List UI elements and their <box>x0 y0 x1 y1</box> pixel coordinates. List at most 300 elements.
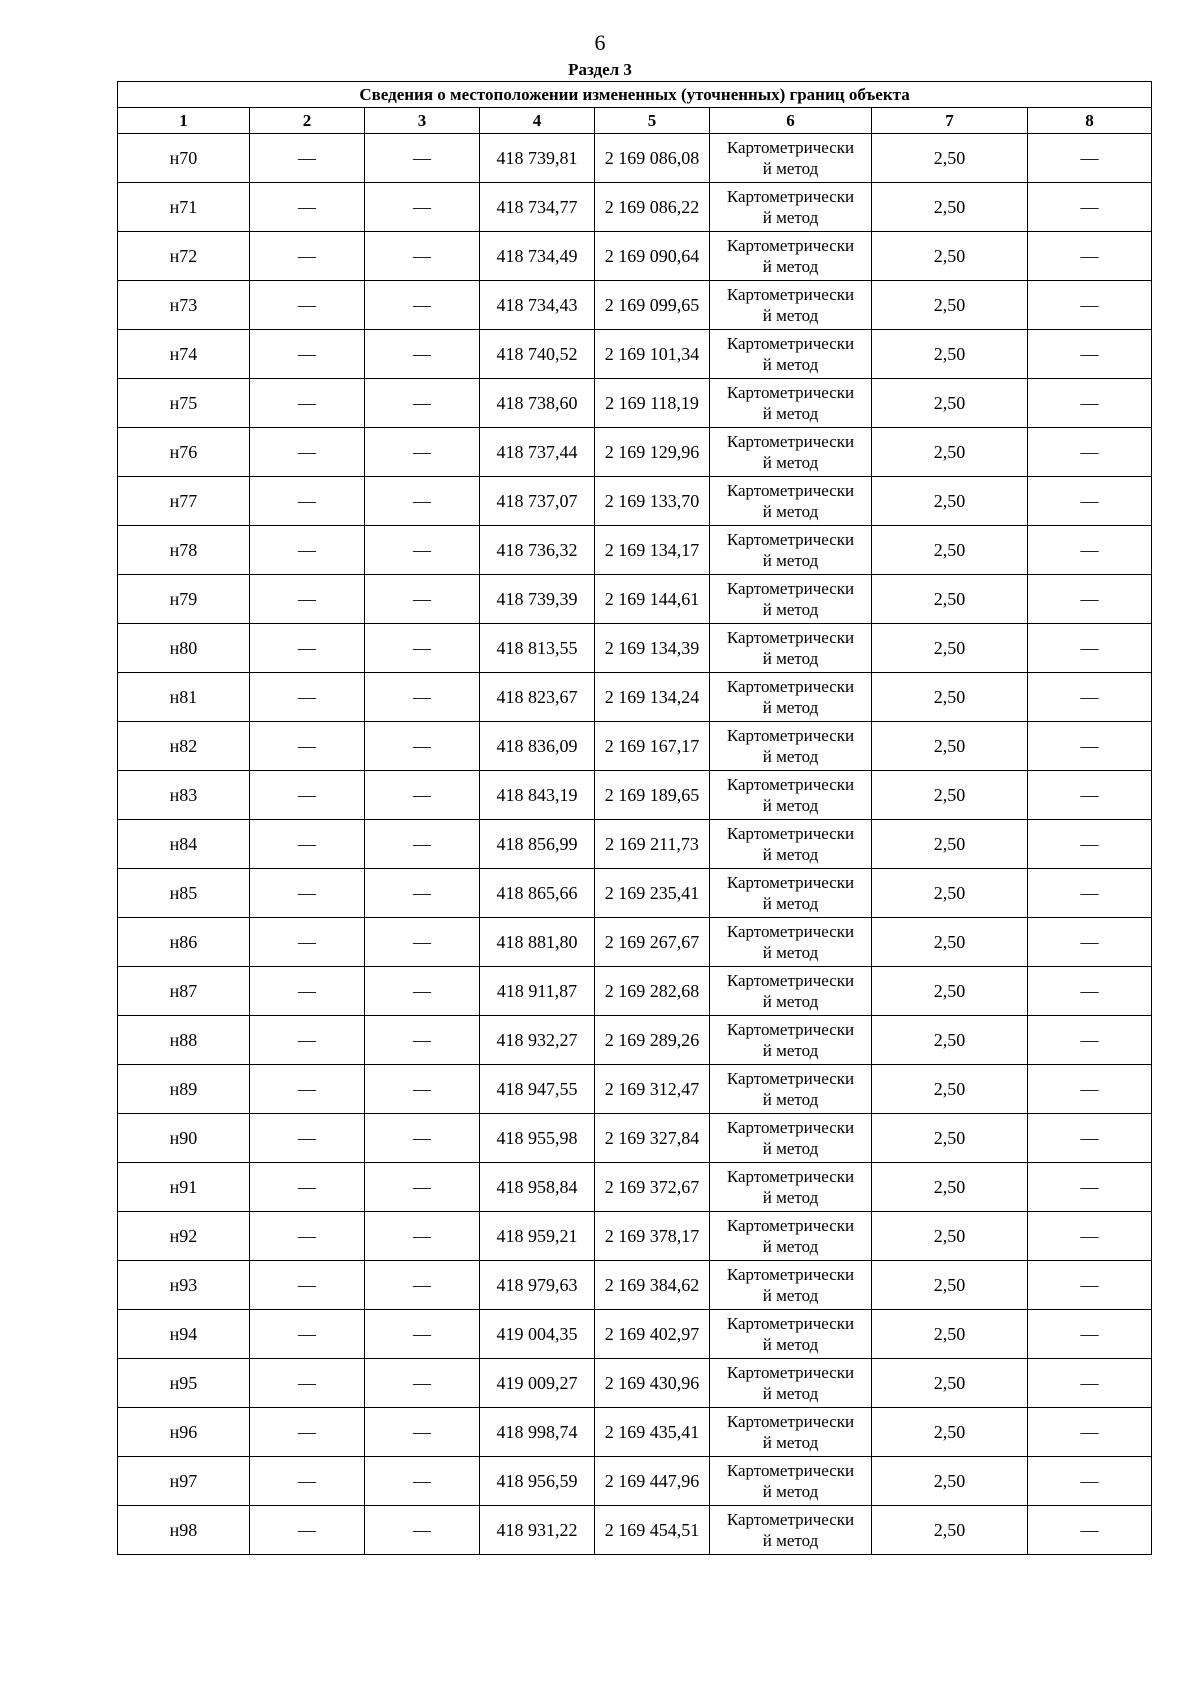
coordinate-y: 2 169 282,68 <box>595 967 710 1016</box>
empty-cell-col3: — <box>365 1359 480 1408</box>
point-name: н73 <box>118 281 250 330</box>
accuracy-value: 2,50 <box>872 1163 1028 1212</box>
empty-cell-col8: — <box>1028 1359 1152 1408</box>
accuracy-value: 2,50 <box>872 1016 1028 1065</box>
coordinate-x: 418 734,49 <box>480 232 595 281</box>
empty-cell-col2: — <box>250 722 365 771</box>
method-cell <box>710 330 872 379</box>
empty-cell-col3: — <box>365 183 480 232</box>
coordinate-y: 2 169 099,65 <box>595 281 710 330</box>
table-row <box>118 624 1152 673</box>
coordinate-y: 2 169 090,64 <box>595 232 710 281</box>
accuracy-value: 2,50 <box>872 918 1028 967</box>
empty-cell-col8: — <box>1028 379 1152 428</box>
empty-cell-col8: — <box>1028 820 1152 869</box>
method-line-1: Картометрически <box>726 1069 855 1088</box>
empty-cell-col2: — <box>250 1016 365 1065</box>
method-line-1: Картометрически <box>726 1510 855 1529</box>
empty-cell-col2: — <box>250 1310 365 1359</box>
point-name: н90 <box>118 1114 250 1163</box>
coordinate-x: 418 823,67 <box>480 673 595 722</box>
empty-cell-col8: — <box>1028 869 1152 918</box>
coordinate-x: 418 739,39 <box>480 575 595 624</box>
point-name: н76 <box>118 428 250 477</box>
method-cell <box>710 1212 872 1261</box>
empty-cell-col8: — <box>1028 1065 1152 1114</box>
method-cell <box>710 575 872 624</box>
table-row <box>118 428 1152 477</box>
empty-cell-col8: — <box>1028 477 1152 526</box>
accuracy-value: 2,50 <box>872 477 1028 526</box>
accuracy-value: 2,50 <box>872 281 1028 330</box>
method-line-1: Картометрически <box>726 1167 855 1186</box>
point-name: н97 <box>118 1457 250 1506</box>
method-line-2: й метод <box>762 600 819 619</box>
coordinate-y: 2 169 435,41 <box>595 1408 710 1457</box>
method-line-2: й метод <box>762 1188 819 1207</box>
point-name: н82 <box>118 722 250 771</box>
method-line-1: Картометрически <box>726 334 855 353</box>
empty-cell-col8: — <box>1028 967 1152 1016</box>
empty-cell-col8: — <box>1028 281 1152 330</box>
accuracy-value: 2,50 <box>872 1359 1028 1408</box>
empty-cell-col8: — <box>1028 1016 1152 1065</box>
method-line-2: й метод <box>762 355 819 374</box>
coordinate-y: 2 169 289,26 <box>595 1016 710 1065</box>
point-name: н93 <box>118 1261 250 1310</box>
table-row <box>118 330 1152 379</box>
empty-cell-col2: — <box>250 428 365 477</box>
method-cell <box>710 1016 872 1065</box>
empty-cell-col8: — <box>1028 918 1152 967</box>
point-name: н70 <box>118 134 250 183</box>
coordinate-y: 2 169 134,24 <box>595 673 710 722</box>
method-line-1: Картометрически <box>726 775 855 794</box>
coordinate-x: 418 843,19 <box>480 771 595 820</box>
empty-cell-col2: — <box>250 1506 365 1555</box>
table-caption: Сведения о местоположении измененных (уточненных) границ объекта <box>118 82 1152 108</box>
accuracy-value: 2,50 <box>872 1310 1028 1359</box>
coordinate-x: 418 856,99 <box>480 820 595 869</box>
accuracy-value: 2,50 <box>872 771 1028 820</box>
method-line-2: й метод <box>762 502 819 521</box>
method-line-1: Картометрически <box>726 677 855 696</box>
accuracy-value: 2,50 <box>872 673 1028 722</box>
method-line-1: Картометрически <box>726 285 855 304</box>
empty-cell-col8: — <box>1028 771 1152 820</box>
point-name: н91 <box>118 1163 250 1212</box>
coordinate-y: 2 169 134,17 <box>595 526 710 575</box>
coordinate-y: 2 169 402,97 <box>595 1310 710 1359</box>
empty-cell-col3: — <box>365 771 480 820</box>
table-row <box>118 575 1152 624</box>
table-row <box>118 379 1152 428</box>
accuracy-value: 2,50 <box>872 624 1028 673</box>
method-cell <box>710 134 872 183</box>
method-cell <box>710 183 872 232</box>
table-row <box>118 1359 1152 1408</box>
coordinate-x: 418 955,98 <box>480 1114 595 1163</box>
empty-cell-col2: — <box>250 134 365 183</box>
method-cell <box>710 1065 872 1114</box>
table-row <box>118 673 1152 722</box>
empty-cell-col8: — <box>1028 232 1152 281</box>
coordinate-x: 418 865,66 <box>480 869 595 918</box>
method-cell <box>710 1114 872 1163</box>
empty-cell-col3: — <box>365 281 480 330</box>
method-line-2: й метод <box>762 698 819 717</box>
empty-cell-col2: — <box>250 1359 365 1408</box>
method-cell <box>710 232 872 281</box>
empty-cell-col3: — <box>365 477 480 526</box>
method-line-1: Картометрически <box>726 432 855 451</box>
table-row <box>118 526 1152 575</box>
method-cell <box>710 1457 872 1506</box>
empty-cell-col2: — <box>250 820 365 869</box>
coordinate-x: 418 881,80 <box>480 918 595 967</box>
coordinate-x: 418 956,59 <box>480 1457 595 1506</box>
method-line-1: Картометрически <box>726 1216 855 1235</box>
coordinate-x: 418 931,22 <box>480 1506 595 1555</box>
table-row <box>118 1310 1152 1359</box>
empty-cell-col2: — <box>250 1212 365 1261</box>
empty-cell-col8: — <box>1028 1163 1152 1212</box>
method-line-1: Картометрически <box>726 579 855 598</box>
point-name: н92 <box>118 1212 250 1261</box>
method-cell <box>710 1359 872 1408</box>
table-row <box>118 232 1152 281</box>
coordinate-x: 418 947,55 <box>480 1065 595 1114</box>
empty-cell-col8: — <box>1028 624 1152 673</box>
coordinate-y: 2 169 384,62 <box>595 1261 710 1310</box>
empty-cell-col8: — <box>1028 1261 1152 1310</box>
method-cell <box>710 624 872 673</box>
empty-cell-col8: — <box>1028 1506 1152 1555</box>
coordinate-x: 419 009,27 <box>480 1359 595 1408</box>
coordinate-x: 418 998,74 <box>480 1408 595 1457</box>
coordinate-x: 418 738,60 <box>480 379 595 428</box>
method-line-1: Картометрически <box>726 726 855 745</box>
coordinate-y: 2 169 086,22 <box>595 183 710 232</box>
empty-cell-col3: — <box>365 1114 480 1163</box>
point-name: н98 <box>118 1506 250 1555</box>
method-line-1: Картометрически <box>726 1314 855 1333</box>
coordinate-x: 419 004,35 <box>480 1310 595 1359</box>
column-number-row <box>118 108 1152 134</box>
empty-cell-col8: — <box>1028 722 1152 771</box>
accuracy-value: 2,50 <box>872 1065 1028 1114</box>
point-name: н74 <box>118 330 250 379</box>
empty-cell-col2: — <box>250 869 365 918</box>
coordinate-x: 418 979,63 <box>480 1261 595 1310</box>
coordinate-x: 418 836,09 <box>480 722 595 771</box>
coordinate-x: 418 911,87 <box>480 967 595 1016</box>
empty-cell-col3: — <box>365 526 480 575</box>
empty-cell-col2: — <box>250 624 365 673</box>
coordinate-y: 2 169 086,08 <box>595 134 710 183</box>
method-line-2: й метод <box>762 1041 819 1060</box>
empty-cell-col3: — <box>365 624 480 673</box>
accuracy-value: 2,50 <box>872 967 1028 1016</box>
table-row <box>118 771 1152 820</box>
page-number: 6 <box>594 30 606 55</box>
point-name: н85 <box>118 869 250 918</box>
coordinate-x: 418 959,21 <box>480 1212 595 1261</box>
empty-cell-col2: — <box>250 281 365 330</box>
coordinate-y: 2 169 312,47 <box>595 1065 710 1114</box>
coordinate-y: 2 169 447,96 <box>595 1457 710 1506</box>
method-line-1: Картометрически <box>726 383 855 402</box>
empty-cell-col3: — <box>365 1310 480 1359</box>
method-cell <box>710 1408 872 1457</box>
point-name: н72 <box>118 232 250 281</box>
point-name: н86 <box>118 918 250 967</box>
accuracy-value: 2,50 <box>872 1457 1028 1506</box>
column-number: 8 <box>1028 108 1152 134</box>
method-line-1: Картометрически <box>726 1461 855 1480</box>
method-line-2: й метод <box>762 257 819 276</box>
method-line-1: Картометрически <box>726 187 855 206</box>
empty-cell-col3: — <box>365 379 480 428</box>
accuracy-value: 2,50 <box>872 869 1028 918</box>
point-name: н84 <box>118 820 250 869</box>
accuracy-value: 2,50 <box>872 330 1028 379</box>
empty-cell-col8: — <box>1028 183 1152 232</box>
empty-cell-col2: — <box>250 1163 365 1212</box>
method-cell <box>710 1506 872 1555</box>
empty-cell-col3: — <box>365 428 480 477</box>
method-cell <box>710 379 872 428</box>
empty-cell-col8: — <box>1028 330 1152 379</box>
coordinate-x: 418 734,77 <box>480 183 595 232</box>
accuracy-value: 2,50 <box>872 1506 1028 1555</box>
method-line-2: й метод <box>762 1090 819 1109</box>
column-number: 3 <box>365 108 480 134</box>
column-number: 5 <box>595 108 710 134</box>
method-line-1: Картометрически <box>726 628 855 647</box>
table-row <box>118 1114 1152 1163</box>
method-line-2: й метод <box>762 1433 819 1452</box>
empty-cell-col2: — <box>250 232 365 281</box>
method-cell <box>710 281 872 330</box>
section-title: Раздел 3 <box>568 60 632 79</box>
accuracy-value: 2,50 <box>872 134 1028 183</box>
coordinate-y: 2 169 167,17 <box>595 722 710 771</box>
coordinate-x: 418 958,84 <box>480 1163 595 1212</box>
table-row <box>118 820 1152 869</box>
table-row <box>118 1163 1152 1212</box>
coordinate-y: 2 169 430,96 <box>595 1359 710 1408</box>
method-line-2: й метод <box>762 747 819 766</box>
method-line-2: й метод <box>762 551 819 570</box>
empty-cell-col8: — <box>1028 673 1152 722</box>
coordinate-x: 418 740,52 <box>480 330 595 379</box>
coordinate-y: 2 169 133,70 <box>595 477 710 526</box>
empty-cell-col2: — <box>250 918 365 967</box>
table-row <box>118 918 1152 967</box>
empty-cell-col3: — <box>365 1163 480 1212</box>
point-name: н94 <box>118 1310 250 1359</box>
empty-cell-col2: — <box>250 330 365 379</box>
table-row <box>118 967 1152 1016</box>
method-line-2: й метод <box>762 943 819 962</box>
table-row <box>118 722 1152 771</box>
empty-cell-col8: — <box>1028 1310 1152 1359</box>
point-name: н83 <box>118 771 250 820</box>
empty-cell-col8: — <box>1028 428 1152 477</box>
coordinate-x: 418 813,55 <box>480 624 595 673</box>
point-name: н88 <box>118 1016 250 1065</box>
accuracy-value: 2,50 <box>872 1408 1028 1457</box>
method-line-1: Картометрически <box>726 922 855 941</box>
method-line-2: й метод <box>762 796 819 815</box>
coordinate-x: 418 737,44 <box>480 428 595 477</box>
accuracy-value: 2,50 <box>872 1261 1028 1310</box>
coordinate-y: 2 169 211,73 <box>595 820 710 869</box>
empty-cell-col2: — <box>250 1114 365 1163</box>
coordinate-y: 2 169 327,84 <box>595 1114 710 1163</box>
coordinate-y: 2 169 267,67 <box>595 918 710 967</box>
method-line-1: Картометрически <box>726 1412 855 1431</box>
method-line-2: й метод <box>762 1384 819 1403</box>
coordinate-x: 418 736,32 <box>480 526 595 575</box>
coordinate-y: 2 169 189,65 <box>595 771 710 820</box>
method-cell <box>710 869 872 918</box>
empty-cell-col3: — <box>365 1457 480 1506</box>
point-name: н87 <box>118 967 250 1016</box>
empty-cell-col2: — <box>250 771 365 820</box>
method-line-1: Картометрически <box>726 873 855 892</box>
method-cell <box>710 1261 872 1310</box>
accuracy-value: 2,50 <box>872 183 1028 232</box>
method-line-2: й метод <box>762 649 819 668</box>
empty-cell-col8: — <box>1028 1212 1152 1261</box>
point-name: н96 <box>118 1408 250 1457</box>
table-row <box>118 1261 1152 1310</box>
empty-cell-col2: — <box>250 477 365 526</box>
accuracy-value: 2,50 <box>872 379 1028 428</box>
coordinate-x: 418 737,07 <box>480 477 595 526</box>
table-row <box>118 1408 1152 1457</box>
empty-cell-col2: — <box>250 379 365 428</box>
empty-cell-col8: — <box>1028 1114 1152 1163</box>
empty-cell-col3: — <box>365 1408 480 1457</box>
table-row <box>118 183 1152 232</box>
method-cell <box>710 526 872 575</box>
coordinate-y: 2 169 378,17 <box>595 1212 710 1261</box>
empty-cell-col3: — <box>365 967 480 1016</box>
empty-cell-col3: — <box>365 232 480 281</box>
method-line-1: Картометрически <box>726 530 855 549</box>
coordinate-y: 2 169 129,96 <box>595 428 710 477</box>
empty-cell-col3: — <box>365 673 480 722</box>
coordinate-y: 2 169 372,67 <box>595 1163 710 1212</box>
point-name: н78 <box>118 526 250 575</box>
method-cell <box>710 1310 872 1359</box>
method-line-2: й метод <box>762 1139 819 1158</box>
column-number: 4 <box>480 108 595 134</box>
method-line-2: й метод <box>762 306 819 325</box>
coordinate-x: 418 739,81 <box>480 134 595 183</box>
accuracy-value: 2,50 <box>872 1114 1028 1163</box>
empty-cell-col3: — <box>365 820 480 869</box>
table-row <box>118 1506 1152 1555</box>
coordinate-y: 2 169 235,41 <box>595 869 710 918</box>
empty-cell-col8: — <box>1028 526 1152 575</box>
method-cell <box>710 771 872 820</box>
empty-cell-col3: — <box>365 575 480 624</box>
empty-cell-col3: — <box>365 1016 480 1065</box>
method-line-2: й метод <box>762 1482 819 1501</box>
method-line-1: Картометрически <box>726 236 855 255</box>
accuracy-value: 2,50 <box>872 526 1028 575</box>
empty-cell-col3: — <box>365 722 480 771</box>
empty-cell-col2: — <box>250 1261 365 1310</box>
method-line-2: й метод <box>762 1286 819 1305</box>
accuracy-value: 2,50 <box>872 575 1028 624</box>
accuracy-value: 2,50 <box>872 428 1028 477</box>
empty-cell-col2: — <box>250 1457 365 1506</box>
table-row <box>118 477 1152 526</box>
point-name: н75 <box>118 379 250 428</box>
method-cell <box>710 1163 872 1212</box>
coordinate-y: 2 169 118,19 <box>595 379 710 428</box>
method-line-2: й метод <box>762 845 819 864</box>
coordinate-x: 418 734,43 <box>480 281 595 330</box>
method-line-2: й метод <box>762 404 819 423</box>
method-cell <box>710 722 872 771</box>
method-line-1: Картометрически <box>726 481 855 500</box>
method-line-2: й метод <box>762 894 819 913</box>
method-line-1: Картометрически <box>726 1020 855 1039</box>
empty-cell-col8: — <box>1028 134 1152 183</box>
coordinate-y: 2 169 454,51 <box>595 1506 710 1555</box>
table-row <box>118 1457 1152 1506</box>
method-line-1: Картометрически <box>726 1265 855 1284</box>
method-cell <box>710 918 872 967</box>
method-cell <box>710 428 872 477</box>
method-cell <box>710 820 872 869</box>
method-cell <box>710 967 872 1016</box>
empty-cell-col2: — <box>250 967 365 1016</box>
table-row <box>118 1016 1152 1065</box>
empty-cell-col2: — <box>250 1408 365 1457</box>
column-number: 2 <box>250 108 365 134</box>
empty-cell-col3: — <box>365 869 480 918</box>
point-name: н89 <box>118 1065 250 1114</box>
accuracy-value: 2,50 <box>872 232 1028 281</box>
accuracy-value: 2,50 <box>872 820 1028 869</box>
empty-cell-col3: — <box>365 918 480 967</box>
point-name: н71 <box>118 183 250 232</box>
method-line-2: й метод <box>762 992 819 1011</box>
empty-cell-col8: — <box>1028 1457 1152 1506</box>
method-cell <box>710 673 872 722</box>
coordinate-y: 2 169 134,39 <box>595 624 710 673</box>
empty-cell-col2: — <box>250 183 365 232</box>
method-line-2: й метод <box>762 159 819 178</box>
empty-cell-col3: — <box>365 1261 480 1310</box>
method-line-1: Картометрически <box>726 138 855 157</box>
empty-cell-col3: — <box>365 1506 480 1555</box>
point-name: н80 <box>118 624 250 673</box>
method-line-2: й метод <box>762 453 819 472</box>
empty-cell-col3: — <box>365 330 480 379</box>
empty-cell-col2: — <box>250 1065 365 1114</box>
table-body <box>118 134 1152 1555</box>
table-row <box>118 134 1152 183</box>
column-number: 1 <box>118 108 250 134</box>
